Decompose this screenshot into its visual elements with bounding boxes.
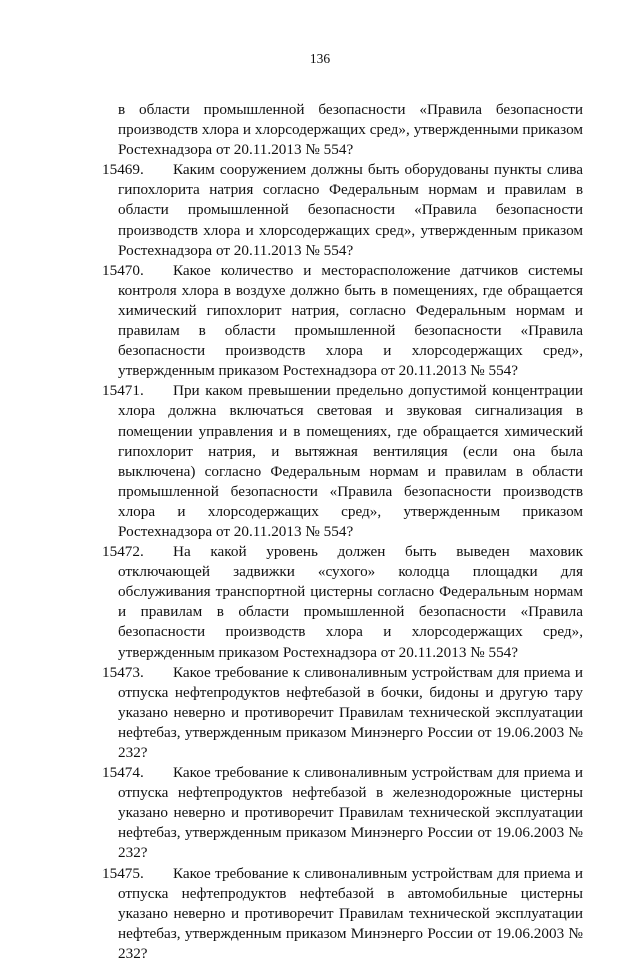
question-item [102, 381, 583, 542]
question-number: 15474. [102, 764, 144, 782]
question-number: 15471. [102, 382, 144, 400]
question-item [102, 763, 583, 863]
question-text: Какое требование к сливоналивным устройствам для приема и отпуска нефтепродуктов нефтебазой в автомобильные цистерны указано неверно и противоречит Правилам технической эксплуатации нефтебаз, утвержденным приказом Минэнерго России от 19.06.2003 № 232? [118, 864, 583, 962]
question-item [102, 160, 583, 260]
question-text: При каком превышении предельно допустимой концентрации хлора должна включаться световая и звуковая сигнализация в помещении управления и в помещениях, где обращается химический гипохлорит натрия, и вытяжная вентиляция (если она была выключена) согласно Федеральным нормам и правилам в области промышленной безопасности «Правила безопасности производств хлора и хлорсодержащих сред», утвержденным приказом Ростехнадзора от 20.11.2013 № 554? [118, 382, 583, 540]
question-item [102, 663, 583, 763]
question-text: Какое требование к сливоналивным устройствам для приема и отпуска нефтепродуктов нефтебазой в железнодорожные цистерны указано неверно и противоречит Правилам технической эксплуатации нефтебаз, утвержденным приказом Минэнерго России от 19.06.2003 № 232? [118, 764, 583, 862]
question-list [102, 100, 583, 964]
question-text: Какое количество и месторасположение датчиков системы контроля хлора в воздухе должно быть в помещениях, где обращается химический гипохлорит натрия, согласно Федеральным нормам и правилам в области промышленной безопасности «Правила безопасности производств хлора и хлорсодержащих сред», утвержденным приказом Ростехнадзора от 20.11.2013 № 554? [118, 261, 583, 380]
question-number: 15475. [102, 864, 144, 882]
question-text: На какой уровень должен быть выведен маховик отключающей задвижки «сухого» колодца площадки для обслуживания транспортной цистерны согласно Федеральным нормам и правилам в области промышленной безопасности «Правила безопасности производств хлора и хлорсодержащих сред», утвержденным приказом Ростехнадзора от 20.11.2013 № 554? [118, 543, 583, 661]
question-item [102, 261, 583, 382]
question-number: 15469. [102, 161, 144, 179]
question-item [102, 864, 583, 964]
continuation-text: в области промышленной безопасности «Правила безопасности производств хлора и хлорсодержащих сред», утвержденными приказом Ростехнадзора от 20.11.2013 № 554? [118, 101, 583, 159]
question-number: 15470. [102, 261, 144, 279]
question-number: 15472. [102, 543, 144, 561]
question-text: Каким сооружением должны быть оборудованы пункты слива гипохлорита натрия согласно Федеральным нормам и правилам в области промышленной безопасности «Правила безопасности производств хлора и хлорсодержащих сред», утвержденным приказом Ростехнадзора от 20.11.2013 № 554? [118, 161, 583, 259]
page-number: 136 [309, 51, 331, 66]
question-text: Какое требование к сливоналивным устройствам для приема и отпуска нефтепродуктов нефтебазой в бочки, бидоны и другую тару указано неверно и противоречит Правилам технической эксплуатации нефтебаз, утвержденным приказом Минэнерго России от 19.06.2003 № 232? [118, 663, 583, 761]
question-number: 15473. [102, 663, 144, 681]
question-item [102, 542, 583, 663]
